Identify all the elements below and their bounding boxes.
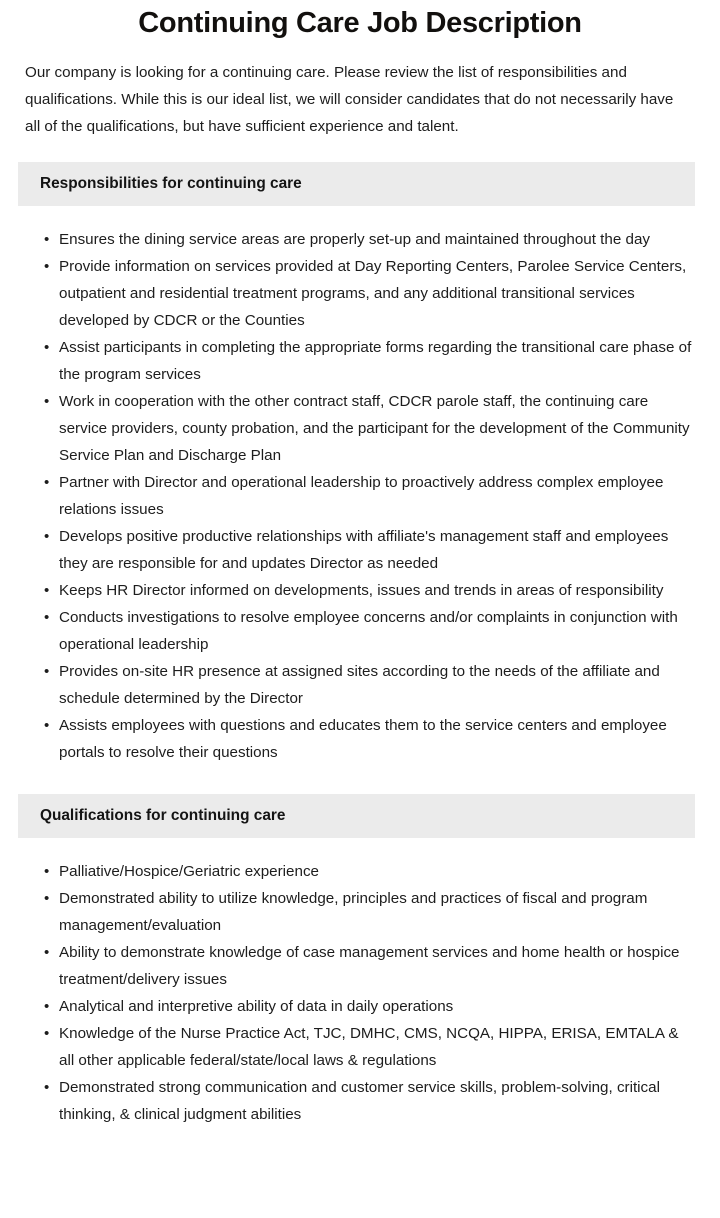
page-title: Continuing Care Job Description — [138, 7, 582, 39]
list-item: • Ensures the dining service areas are properly set-up and maintained throughout the day — [44, 226, 696, 253]
section-header-qualifications: Qualifications for continuing care — [18, 794, 695, 838]
list-item: • Demonstrated strong communication and customer service skills, problem-solving, critical thinking, & clinical judgment abilities — [44, 1074, 696, 1128]
list-item: • Knowledge of the Nurse Practice Act, TJC, DMHC, CMS, NCQA, HIPPA, ERISA, EMTALA & all other applicable federal/state/local laws & regulations — [44, 1020, 696, 1074]
list-item: • Assist participants in completing the appropriate forms regarding the transitional care phase of the program services — [44, 334, 696, 388]
list-item: • Palliative/Hospice/Geriatric experience — [44, 858, 696, 885]
list-item: • Conducts investigations to resolve employee concerns and/or complaints in conjunction with operational leadership — [44, 604, 696, 658]
list-item: • Analytical and interpretive ability of data in daily operations — [44, 993, 696, 1020]
list-item: • Provides on-site HR presence at assigned sites according to the needs of the affiliate and schedule determined by the Director — [44, 658, 696, 712]
list-item: • Partner with Director and operational leadership to proactively address complex employee relations issues — [44, 469, 696, 523]
list-item: • Develops positive productive relationships with affiliate's management staff and employees they are responsible for and updates Director as needed — [44, 523, 696, 577]
list-item: • Work in cooperation with the other contract staff, CDCR parole staff, the continuing care service providers, county probation, and the participant for the development of the Community Service Plan and Discharge Plan — [44, 388, 696, 469]
list-item: • Ability to demonstrate knowledge of case management services and home health or hospice treatment/delivery issues — [44, 939, 696, 993]
section-qualifications — [0, 794, 720, 1128]
qualifications-list — [0, 838, 720, 1128]
section-responsibilities — [0, 162, 720, 766]
list-item: • Assists employees with questions and educates them to the service centers and employee portals to resolve their questions — [44, 712, 696, 766]
responsibilities-list — [0, 206, 720, 766]
section-header-responsibilities: Responsibilities for continuing care — [18, 162, 695, 206]
list-item: • Demonstrated ability to utilize knowledge, principles and practices of fiscal and program management/evaluation — [44, 885, 696, 939]
list-item: • Keeps HR Director informed on developments, issues and trends in areas of responsibility — [44, 577, 696, 604]
list-item: • Provide information on services provided at Day Reporting Centers, Parolee Service Centers, outpatient and residential treatment programs, and any additional transitional services developed by CDCR or the Counties — [44, 253, 696, 334]
intro-paragraph: Our company is looking for a continuing care. Please review the list of responsibilities and qualifications. While this is our ideal list, we will consider candidates that do not necessarily have all of the qualifications, but have sufficient experience and talent. — [25, 64, 674, 135]
